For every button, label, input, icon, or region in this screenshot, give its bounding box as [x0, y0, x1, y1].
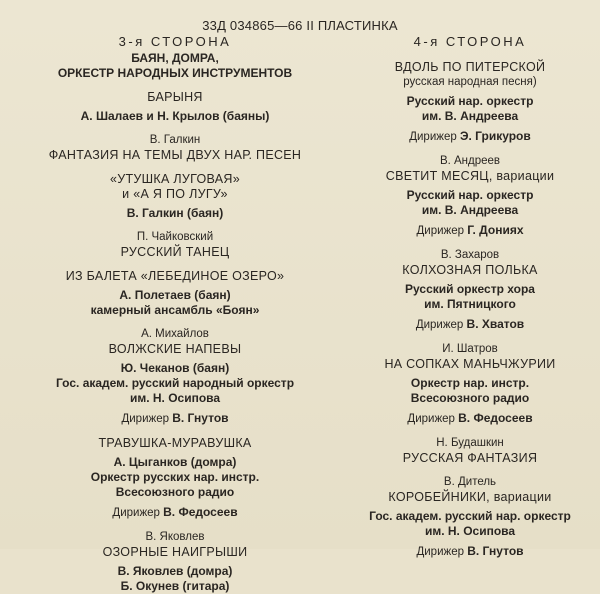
track-spacer	[10, 318, 340, 327]
side-4-tracklist	[345, 51, 595, 560]
conductor-label: Дирижер	[121, 413, 173, 425]
track-title: ТРАВУШКА-МУРАВУШКА	[98, 436, 252, 450]
track-performer: Оркестр нар. инстр.	[410, 376, 530, 390]
track-performer: А. Полетаев (баян)	[119, 288, 231, 302]
track-performer: Б. Окунев (гитара)	[120, 579, 230, 593]
track-title: ИЗ БАЛЕТА «ЛЕБЕДИНОЕ ОЗЕРО»	[65, 269, 285, 283]
track-title: ВДОЛЬ ПО ПИТЕРСКОЙ	[394, 60, 546, 74]
track-composer: П. Чайковский	[136, 231, 214, 243]
conductor-label: Дирижер	[415, 319, 467, 331]
track-performer: им. В. Андреева	[421, 109, 519, 123]
track-performer: А. Цыганков (домра)	[113, 455, 237, 469]
conductor-name: В. Гнутов	[467, 544, 524, 558]
track-title: КОРОБЕЙНИКИ, вариации	[388, 490, 552, 504]
track-title: ОЗОРНЫЕ НАИГРЫШИ	[102, 545, 248, 559]
track-performer: Всесоюзного радио	[410, 391, 530, 405]
track-spacer	[345, 51, 595, 60]
track-title: РУССКАЯ ФАНТАЗИЯ	[402, 451, 538, 465]
track-spacer	[10, 163, 340, 172]
track-title: КОЛХОЗНАЯ ПОЛЬКА	[402, 263, 538, 277]
track-spacer	[10, 427, 340, 436]
track-spacer	[345, 145, 595, 154]
track-composer: В. Галкин	[149, 134, 201, 146]
track-composer: В. Захаров	[440, 249, 500, 261]
track-title: СВЕТИТ МЕСЯЦ, вариации	[385, 169, 555, 183]
track-block	[10, 133, 340, 163]
conductor-label: Дирижер	[416, 225, 468, 237]
side-3-tracklist	[10, 81, 340, 594]
conductor-label: Дирижер	[112, 507, 164, 519]
track-title: РУССКИЙ ТАНЕЦ	[120, 245, 230, 259]
record-catalog-header: 33Д 034865—66 II ПЛАСТИНКА	[202, 18, 398, 33]
track-composer: В. Дитель	[443, 476, 497, 488]
track-composer: А. Михайлов	[141, 328, 209, 340]
track-title: и «А Я ПО ЛУГУ»	[122, 187, 228, 201]
track-block	[345, 154, 595, 239]
track-conductor-line	[10, 410, 340, 427]
side-3-label: 3-я СТОРОНА	[118, 34, 232, 49]
track-conductor-line	[345, 316, 595, 333]
track-conductor-line	[345, 410, 595, 427]
track-block	[10, 436, 340, 521]
conductor-name: Э. Грикуров	[459, 129, 531, 143]
side-3-subtitle	[10, 51, 340, 81]
track-spacer	[10, 260, 340, 269]
track-title: ФАНТАЗИЯ НА ТЕМЫ ДВУХ НАР. ПЕСЕН	[48, 148, 302, 162]
conductor-name: В. Хватов	[466, 317, 525, 331]
side-3-column	[10, 34, 340, 594]
conductor-name: В. Федосеев	[458, 411, 533, 425]
track-conductor-line	[345, 222, 595, 239]
track-spacer	[10, 81, 340, 90]
track-spacer	[345, 427, 595, 436]
track-performer: Оркестр русских нар. инстр.	[90, 470, 260, 484]
track-performer: Гос. академ. русский нар. оркестр	[369, 509, 571, 523]
track-conductor-line	[10, 504, 340, 521]
track-conductor-line	[345, 543, 595, 560]
side-4-column	[345, 34, 595, 560]
track-block	[345, 60, 595, 145]
track-performer: им. Пятницкого	[424, 297, 516, 311]
track-performer: Русский нар. оркестр	[406, 188, 534, 202]
track-spacer	[345, 466, 595, 475]
conductor-name: В. Гнутов	[172, 411, 229, 425]
track-title: «УТУШКА ЛУГОВАЯ»	[110, 172, 240, 186]
track-note: русская народная песня)	[403, 76, 537, 88]
conductor-name: Г. Донияx	[467, 223, 524, 237]
track-block	[10, 172, 340, 221]
track-spacer	[10, 221, 340, 230]
side-subtitle-line: БАЯН, ДОМРА,	[131, 51, 219, 65]
track-composer: В. Андреев	[439, 155, 501, 167]
conductor-label: Дирижер	[416, 546, 468, 558]
track-block	[10, 90, 340, 124]
track-block	[345, 248, 595, 333]
conductor-label: Дирижер	[407, 413, 459, 425]
conductor-name: В. Федосеев	[163, 505, 238, 519]
track-performer: им. Н. Осипова	[424, 524, 516, 538]
side-subtitle-line: ОРКЕСТР НАРОДНЫХ ИНСТРУМЕНТОВ	[57, 66, 293, 80]
track-conductor-line	[345, 128, 595, 145]
track-performer: им. Н. Осипова	[129, 391, 221, 405]
track-performer: Гос. академ. русский народный оркестр	[55, 376, 295, 390]
track-block	[345, 475, 595, 560]
track-performer: Русский оркестр хора	[405, 282, 535, 296]
track-spacer	[345, 333, 595, 342]
track-block	[345, 436, 595, 466]
track-performer: Ю. Чеканов (баян)	[120, 361, 230, 375]
track-performer: камерный ансамбль «Боян»	[90, 303, 260, 317]
track-title: НА СОПКАХ МАНЬЧЖУРИИ	[384, 357, 556, 371]
track-title: БАРЫНЯ	[147, 90, 203, 104]
track-performer: А. Шалаев и Н. Крылов (баяны)	[80, 109, 270, 123]
track-title: ВОЛЖСКИЕ НАПЕВЫ	[108, 342, 242, 356]
track-performer: Русский нар. оркестр	[406, 94, 534, 108]
track-block	[10, 269, 340, 318]
track-block	[10, 530, 340, 594]
track-composer: В. Яковлев	[145, 531, 205, 543]
track-block	[10, 327, 340, 427]
track-performer: В. Галкин (баян)	[126, 206, 224, 220]
conductor-label: Дирижер	[409, 131, 460, 143]
side-4-label: 4-я СТОРОНА	[413, 34, 527, 49]
track-block	[10, 230, 340, 260]
track-performer: В. Яковлев (домра)	[117, 564, 233, 578]
track-composer: Н. Будашкин	[436, 437, 504, 449]
track-performer: Всесоюзного радио	[115, 485, 235, 499]
track-spacer	[345, 239, 595, 248]
track-spacer	[10, 521, 340, 530]
track-performer: им. В. Андреева	[421, 203, 519, 217]
track-composer: И. Шатров	[442, 343, 498, 355]
track-spacer	[10, 124, 340, 133]
track-block	[345, 342, 595, 427]
